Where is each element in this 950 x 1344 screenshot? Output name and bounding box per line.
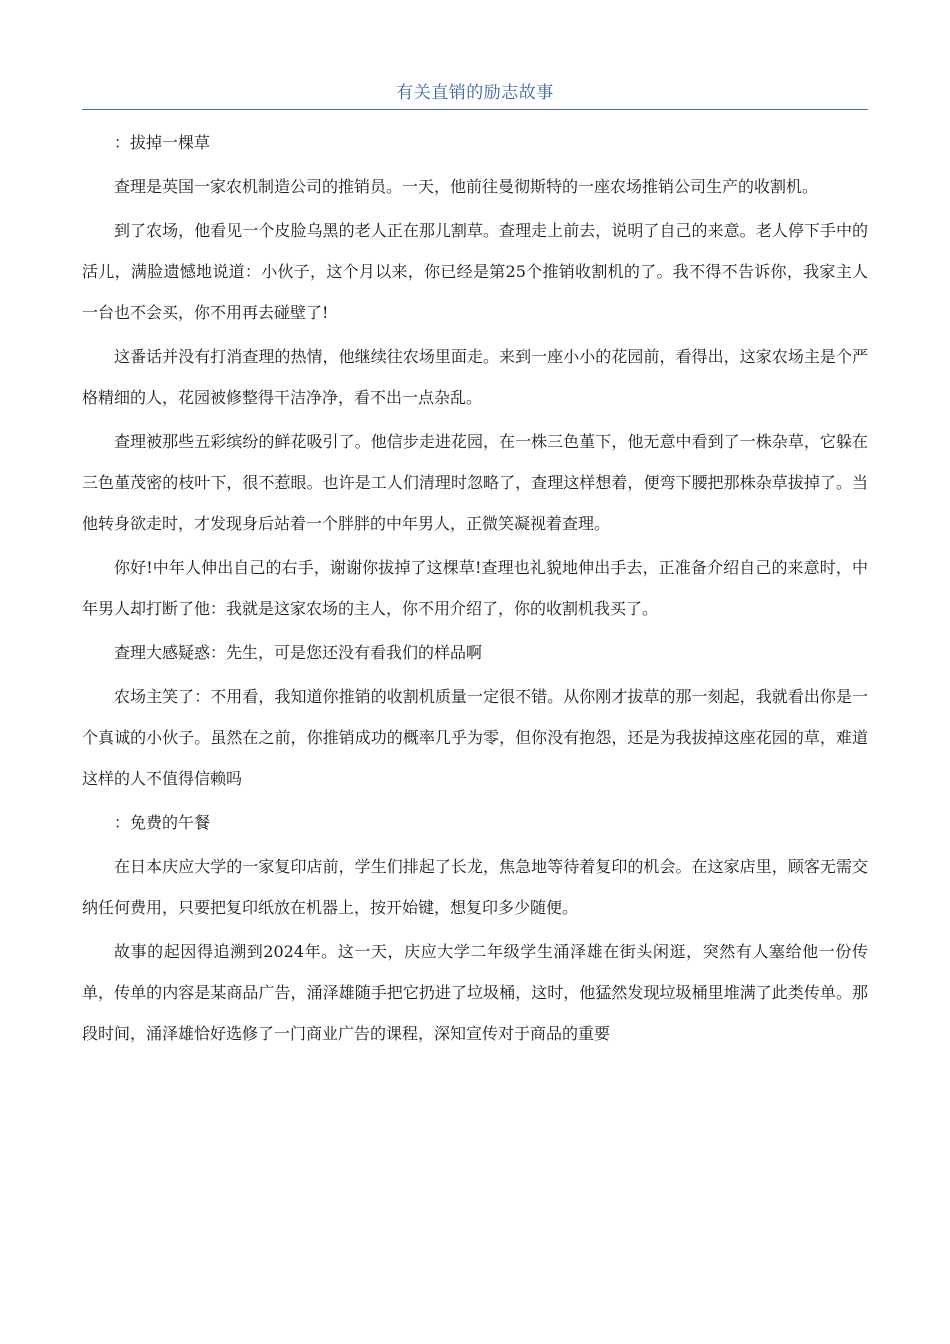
body-paragraph: 你好!中年人伸出自己的右手，谢谢你拔掉了这棵草!查理也礼貌地伸出手去，正准备介绍自己的来意时，中年男人却打断了他：我就是这家农场的主人，你不用介绍了，你的收割机我买了。 [82, 558, 868, 618]
body-paragraph: 查理被那些五彩缤纷的鲜花吸引了。他信步走进花园，在一株三色堇下，他无意中看到了一株杂草，它躲在三色堇茂密的枝叶下，很不惹眼。也许是工人们清理时忽略了，查理这样想着，便弯下腰把那株杂草拔掉了。当他转身欲走时，才发现身后站着一个胖胖的中年男人，正微笑凝视着查理。 [82, 432, 868, 533]
body-paragraph: 查理大感疑惑：先生，可是您还没有看我们的样品啊 [114, 643, 483, 662]
body-paragraph: 查理是英国一家农机制造公司的推销员。一天，他前往曼彻斯特的一座农场推销公司生产的收割机。 [114, 177, 819, 196]
page-header [82, 80, 868, 110]
body-paragraph: 农场主笑了：不用看，我知道你推销的收割机质量一定很不错。从你刚才拔草的那一刻起，我就看出你是一个真诚的小伙子。虽然在之前，你推销成功的概率几乎为零，但你没有抱怨，还是为我拔掉这座花园的草，难道这样的人不值得信赖吗 [82, 687, 868, 788]
document-title: 有关直销的励志故事 [396, 83, 554, 103]
body-paragraph: 故事的起因得追溯到2024年。这一天，庆应大学二年级学生涌泽雄在街头闲逛，突然有人塞给他一份传单，传单的内容是某商品广告，涌泽雄随手把它扔进了垃圾桶，这时，他猛然发现垃圾桶里堆满了此类传单。那段时间，涌泽雄恰好选修了一门商业广告的课程，深知宣传对于商品的重要 [82, 942, 868, 1043]
section-heading-2: ：免费的午餐 [114, 813, 211, 832]
header-divider [82, 109, 868, 110]
section-heading-1: ：拔掉一棵草 [114, 133, 211, 152]
body-paragraph: 在日本庆应大学的一家复印店前，学生们排起了长龙，焦急地等待着复印的机会。在这家店里，顾客无需交纳任何费用，只要把复印纸放在机器上，按开始键，想复印多少随便。 [82, 857, 868, 917]
body-paragraph: 这番话并没有打消查理的热情，他继续往农场里面走。来到一座小小的花园前，看得出，这家农场主是个严格精细的人，花园被修整得干洁净净，看不出一点杂乱。 [82, 347, 868, 407]
document-body [82, 122, 868, 1054]
body-paragraph: 到了农场，他看见一个皮脸乌黑的老人正在那儿割草。查理走上前去，说明了自己的来意。老人停下手中的活儿，满脸遗憾地说道：小伙子，这个月以来，你已经是第25个推销收割机的了。我不得不告诉你，我家主人一台也不会买，你不用再去碰壁了! [82, 221, 868, 322]
